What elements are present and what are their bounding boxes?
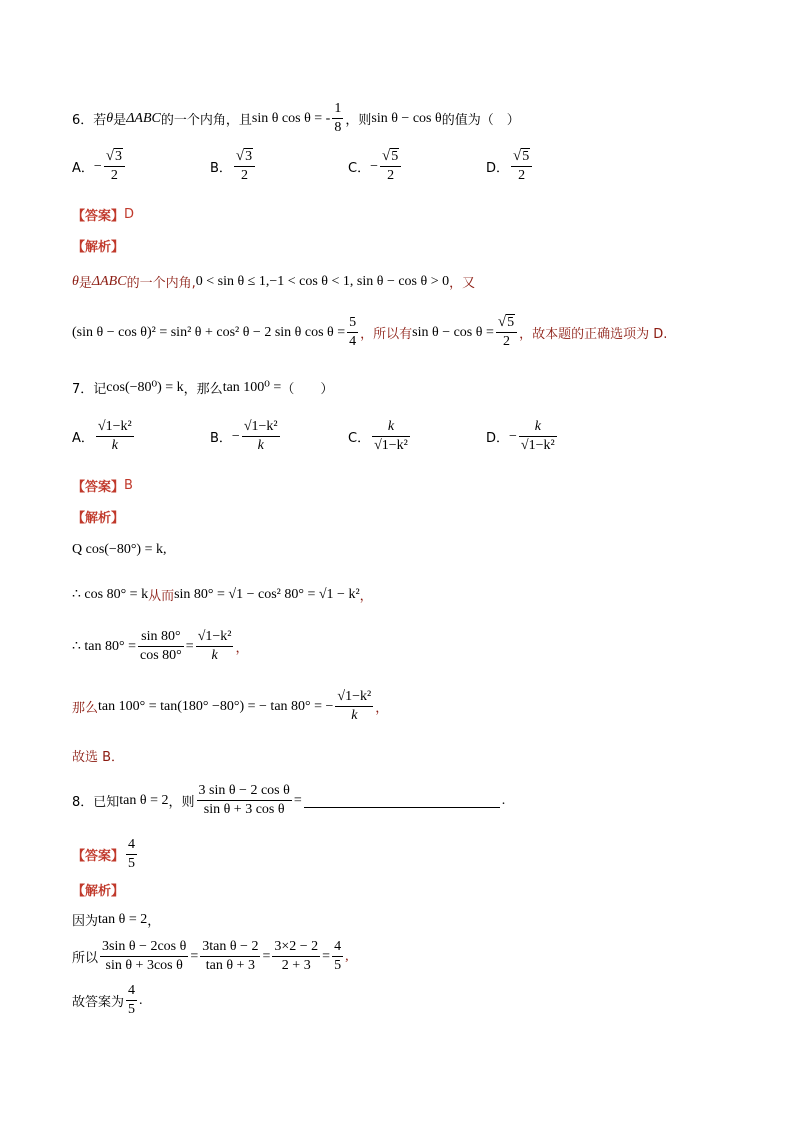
q8-analysis-line2: 所以 $\frac{\text{3sin θ − 2cos θ}}{\text{sin θ + 3cos θ}}$ = $\frac{\text{3tan θ − 2}}{\text{tan θ + 3}}$ = $\frac{3\times 2 - 2}{2 + 3}$ = $\frac{4}{5}$ , xyxy=(72,939,349,973)
q6-expr2: sin θ − cos θ xyxy=(371,110,442,126)
q8-answer: 【答案】 $\frac{4}{5}$ xyxy=(72,837,136,871)
q8-answer-blank[interactable] xyxy=(304,793,500,808)
q6-frac: $\frac{1}{8}$ xyxy=(334,101,342,135)
q7-option-b: B． − $\frac{\text{√1−k²}}{k}$ xyxy=(210,419,278,453)
q6-stem xyxy=(72,100,520,137)
q6-expr: sin θ cos θ = - xyxy=(251,110,331,126)
q6-analysis-line1: θ 是 ΔABC 的一个内角, 0 < sin θ ≤ 1,−1 < cos θ < 1, sin θ − cos θ > 0 ，又 xyxy=(72,273,476,291)
q7-option-d: D． − $\frac{k}{\text{√1−k²}}$ xyxy=(486,419,555,453)
q6-answer-tag: 【答案】 xyxy=(72,209,125,224)
q7-stem: 7．记 cos(−80⁰) = k ，那么 tan 100⁰ = （ ） xyxy=(72,380,334,397)
q6-text1: 的一个内角，且 xyxy=(160,113,252,128)
q8-analysis-line3: 故答案为 $\frac{4}{5}$ . xyxy=(72,983,143,1017)
q8-analysis-line1: 因为 tan θ = 2 ， xyxy=(72,911,161,929)
q7-analysis-line2: ∴ cos 80° = k 从而 sin 80° = √1 − cos² 80° = √1 − k² ， xyxy=(72,586,373,604)
q6-option-b: B． √ 3 2 xyxy=(210,148,257,185)
q6-analysis-line2: (sin θ − cos θ)² = sin² θ + cos² θ − 2 sin θ cos θ = $\frac{5}{4}$ ，所以有 sin θ − cos θ = √ 5 2 ，故本题的正确选项为 D. xyxy=(72,314,668,349)
q7-analysis-tag: 【解析】 xyxy=(72,511,125,526)
q8-analysis-tag: 【解析】 xyxy=(72,884,125,899)
q6-analysis-tag: 【解析】 xyxy=(72,240,125,255)
q6-text3: 的值为（ ） xyxy=(441,113,520,128)
q6-option-a: A． − √ 3 2 xyxy=(72,148,127,185)
q6-answer xyxy=(72,205,134,224)
q6-is: 是 xyxy=(113,113,127,128)
q7-analysis-line4: 那么 tan 100° = tan(180° −80°) = − tan 80° = − $\frac{\text{√1−k²}}{k}$ ， xyxy=(72,689,389,723)
q6-option-d: D． √ 5 2 xyxy=(486,148,534,185)
q7-analysis-line1: Q cos(−80°) = k, xyxy=(72,542,167,557)
q6-text2: ，则 xyxy=(345,113,372,128)
q7-analysis-line3: ∴ tan 80° = $\frac{\sin 80^\circ}{\cos 80^\circ}$ = $\frac{\text{√1−k²}}{k}$ ， xyxy=(72,629,249,663)
q7-option-a: A． $\frac{\text{√1−k²}}{k}$ xyxy=(72,419,132,453)
q6-theta: θ xyxy=(106,110,114,126)
q6-triangle: ΔABC xyxy=(126,110,161,126)
q6-option-c: C． − √ 5 2 xyxy=(348,148,403,185)
q7-answer: 【答案】 B xyxy=(72,478,133,495)
q7-option-c: C． $\frac{k}{\text{√1−k²}}$ xyxy=(348,419,408,453)
q7-analysis-line5: 故选 B． xyxy=(72,750,125,765)
q8-stem: 8．已知 tan θ = 2 ，则 $\frac{\text{3 sin θ − 2 cos θ}}{\text{sin θ + 3 cos θ}}$ = . xyxy=(72,783,506,817)
q6-number: 6．若 xyxy=(72,113,107,128)
q6-answer-value: D xyxy=(124,207,135,222)
